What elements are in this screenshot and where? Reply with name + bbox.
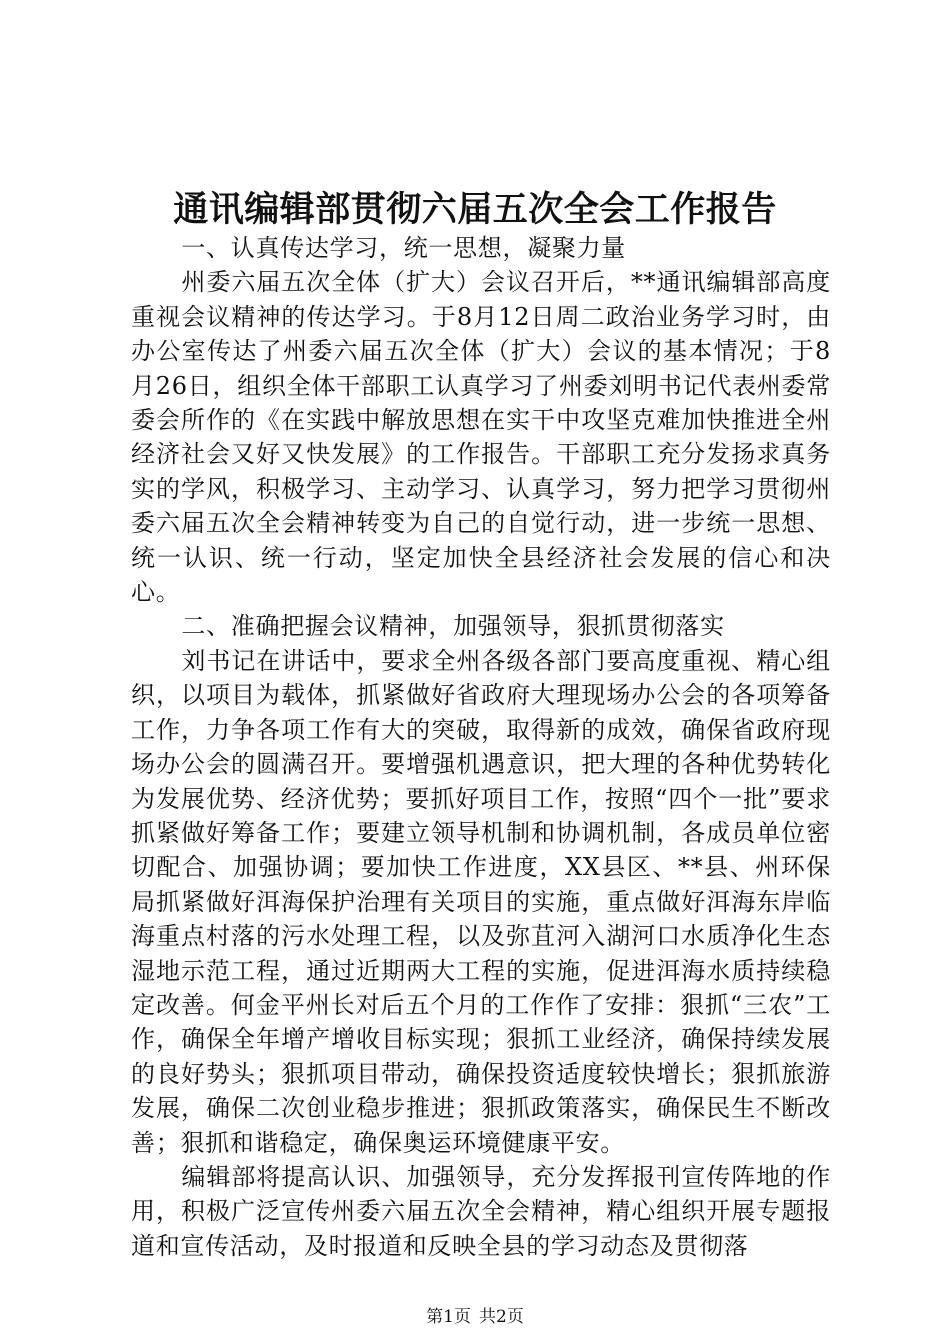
paragraph-1: 州委六届五次全体（扩大）会议召开后，**通讯编辑部高度重视会议精神的传达学习。于8月12日周二政治业务学习时，由办公室传达了州委六届五次全体（扩大）会议的基本情况；于8月26日，组织全体干部职工认真学习了州委刘明书记代表州委常委会所作的《在实践中解放思想在实干中攻坚克难加快推进全州经济社会又好又快发展》的工作报告。干部职工充分发扬求真务实的学风，积极学习、主动学习、认真学习，努力把学习贯彻州委六届五次全会精神转变为自己的自觉行动，进一步统一思想、统一认识、统一行动，坚定加快全县经济社会发展的信心和决心。 bbox=[131, 268, 831, 607]
document-title: 通讯编辑部贯彻六届五次全会工作报告 bbox=[173, 189, 777, 230]
page-footer bbox=[0, 1305, 950, 1329]
section-heading-2: 二、准确把握会议精神，加强领导，狠抓贯彻落实 bbox=[181, 612, 725, 641]
section-heading-1: 一、认真传达学习，统一思想，凝聚力量 bbox=[181, 234, 626, 262]
paragraph-2: 刘书记在讲话中，要求全州各级各部门要高度重视、精心组织，以项目为载体，抓紧做好省政府大理现场办公会的各项筹备工作，力争各项工作有大的突破，取得新的成效，确保省政府现场办公会的圆满召开。要增强机遇意识，把大理的各种优势转化为发展优势、经济优势；要抓好项目工作，按照“四个一批”要求抓紧做好筹备工作；要建立领导机制和协调机制，各成员单位密切配合、加强协调；要加快工作进度，XX县区、**县、州环保局抓紧做好洱海保护治理有关项目的实施，重点做好洱海东岸临海重点村落的污水处理工程，以及弥苴河入湖河口水质净化生态湿地示范工程，通过近期两大工程的实施，促进洱海水质持续稳定改善。何金平州长对后五个月的工作作了安排：狠抓“三农”工作，确保全年增产增收目标实现；狠抓工业经济，确保持续发展的良好势头；狠抓项目带动，确保投资适度较快增长；狠抓旅游发展，确保二次创业稳步推进；狠抓政策落实，确保民生不断改善；狠抓和谐稳定，确保奥运环境健康平安。 bbox=[131, 646, 831, 1157]
page-number: 第1页 bbox=[426, 1307, 471, 1327]
document-body bbox=[131, 231, 831, 1263]
paragraph-3: 编辑部将提高认识、加强领导，充分发挥报刊宣传阵地的作用，积极广泛宣传州委六届五次全会精神，精心组织开展专题报道和宣传活动，及时报道和反映全县的学习动态及贯彻落 bbox=[131, 1162, 831, 1260]
page-total: 共2页 bbox=[479, 1307, 524, 1327]
